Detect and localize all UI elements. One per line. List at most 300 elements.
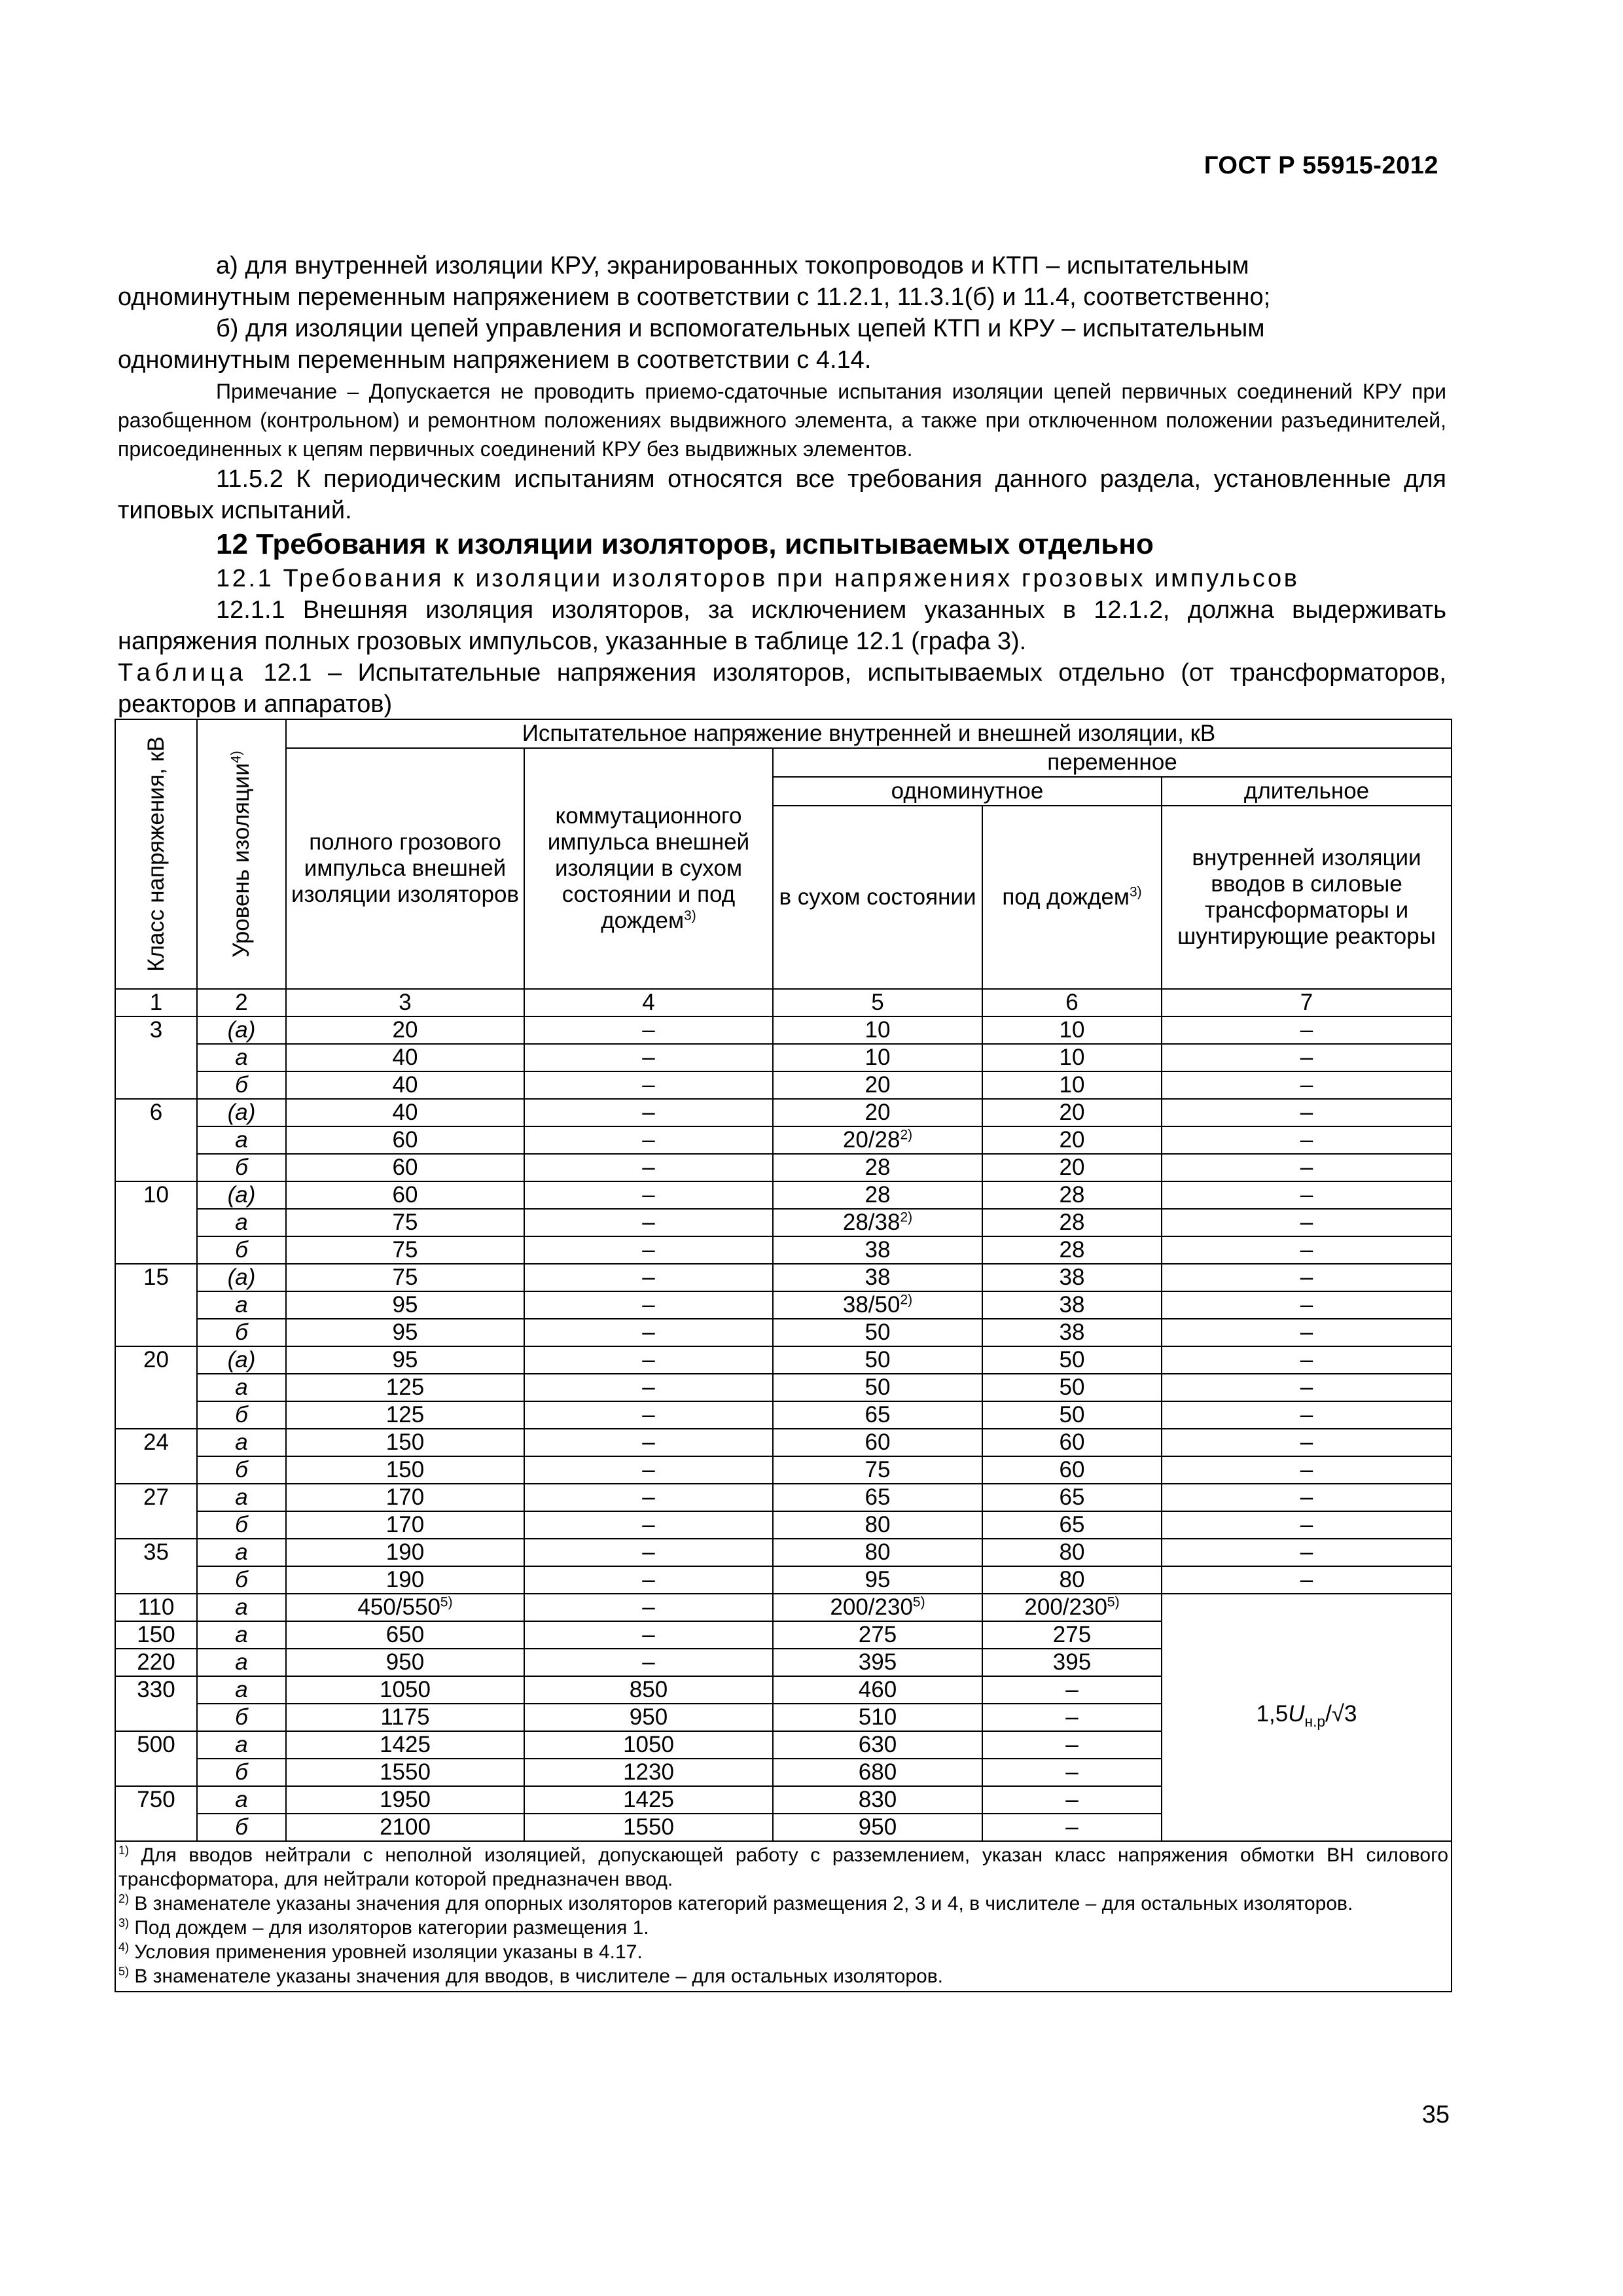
switching-impulse-cell (524, 1181, 773, 1209)
wet-cell (982, 1346, 1162, 1374)
lightning-impulse-cell-value: 75 (392, 1237, 418, 1263)
long-term-cell (1162, 1126, 1452, 1154)
table-row (115, 1484, 1452, 1511)
dry-cell-value: 65 (865, 1402, 891, 1427)
wet-cell (982, 1401, 1162, 1429)
lightning-impulse-cell (286, 1401, 524, 1429)
switching-impulse-cell (524, 1126, 773, 1154)
dry-cell-value: 680 (858, 1759, 897, 1785)
column-number-row (115, 989, 1452, 1016)
wet-cell (982, 1621, 1162, 1649)
insulation-level-cell (197, 1181, 286, 1209)
long-term-cell-value: – (1300, 1374, 1313, 1400)
dry-cell-value: 95 (865, 1567, 891, 1592)
long-term-cell (1162, 1401, 1452, 1429)
dry-cell-value: 65 (865, 1484, 891, 1510)
switching-impulse-cell-value: 1050 (623, 1732, 674, 1757)
insulation-level-cell-value: (а) (227, 1100, 256, 1125)
header-col6 (982, 806, 1162, 989)
footnote (118, 1892, 1448, 1916)
lightning-impulse-cell-value: 60 (392, 1155, 418, 1180)
long-term-cell (1162, 1429, 1452, 1456)
table-caption-label: Таблица (118, 659, 247, 687)
lightning-impulse-cell (286, 1786, 524, 1814)
long-term-cell (1162, 1264, 1452, 1291)
wet-cell (982, 1291, 1162, 1319)
wet-cell-value: 38 (1059, 1265, 1085, 1290)
dry-cell-value: 460 (858, 1677, 897, 1702)
lightning-impulse-cell-value: 1050 (380, 1677, 431, 1702)
merged-value-part: н.р (1304, 1712, 1326, 1730)
insulation-level-cell (197, 1566, 286, 1594)
insulation-level-cell-value: б (235, 1237, 248, 1263)
wet-cell-value: – (1065, 1732, 1079, 1757)
insulation-level-cell-value: а (235, 1045, 248, 1070)
table-row (115, 1016, 1452, 1044)
wet-cell (982, 1539, 1162, 1566)
dry-cell-value: 275 (858, 1622, 897, 1647)
table-row (115, 1374, 1452, 1401)
lightning-impulse-cell (286, 1594, 524, 1621)
lightning-impulse-cell (286, 1731, 524, 1759)
dry-cell-value: 75 (865, 1457, 891, 1482)
switching-impulse-cell (524, 1401, 773, 1429)
insulation-level-cell-value: (а) (227, 1347, 256, 1372)
footnote-mark: 1) (118, 1844, 130, 1857)
subsection-heading-12-1: 12.1 Требования к изоляции изоляторов при напряжениях грозовых импульсов (216, 565, 1300, 592)
switching-impulse-cell-value: 1425 (623, 1787, 674, 1812)
wet-cell-value: 20 (1059, 1127, 1085, 1153)
wet-cell-value: 60 (1059, 1457, 1085, 1482)
long-term-cell (1162, 1016, 1452, 1044)
footnote (118, 1940, 1448, 1964)
table-row (115, 1099, 1452, 1126)
item-a-line2: одноминутным переменным напряжением в соответствии с 11.2.1, 11.3.1(б) и 11.4, соответственно; (118, 283, 1271, 311)
paragraph-11-5-2: 11.5.2 К периодическим испытаниям относятся все требования данного раздела, установленные для типовых испытаний. (118, 465, 1446, 524)
lightning-impulse-cell-value: 40 (392, 1100, 418, 1125)
switching-impulse-cell (524, 1154, 773, 1181)
switching-impulse-cell-value: 1550 (623, 1814, 674, 1840)
insulation-level-cell-value: а (235, 1594, 248, 1620)
lightning-impulse-cell-value: 2100 (380, 1814, 431, 1840)
wet-cell (982, 1649, 1162, 1676)
long-term-cell-value: – (1300, 1429, 1313, 1455)
dry-cell (773, 1126, 982, 1154)
long-term-cell (1162, 1071, 1452, 1099)
header-col4 (524, 748, 773, 989)
insulation-level-cell-value: б (235, 1155, 248, 1180)
merged-value-part: /√3 (1325, 1700, 1357, 1727)
dry-cell (773, 1374, 982, 1401)
table-row (115, 1511, 1452, 1539)
footnote-ref-4: 4) (228, 751, 244, 763)
insulation-level-cell (197, 1704, 286, 1731)
long-term-cell (1162, 1319, 1452, 1346)
merged-value-part: 1,5 (1256, 1700, 1289, 1727)
header-test-voltage: Испытательное напряжение внутренней и внешней изоляции, кВ (286, 719, 1452, 748)
footnote-ref: 2) (900, 1210, 913, 1225)
long-term-cell-value: – (1300, 1567, 1313, 1592)
lightning-impulse-cell-value: 40 (392, 1072, 418, 1098)
wet-cell (982, 1071, 1162, 1099)
lightning-impulse-cell-value: 75 (392, 1210, 418, 1235)
insulation-level-cell (197, 1126, 286, 1154)
insulation-level-cell-value: а (235, 1732, 248, 1757)
lightning-impulse-cell-value: 40 (392, 1045, 418, 1070)
table-row (115, 1044, 1452, 1071)
switching-impulse-cell-value: 950 (629, 1704, 668, 1730)
lightning-impulse-cell-value: 95 (392, 1319, 418, 1345)
insulation-level-cell-value: а (235, 1649, 248, 1675)
wet-cell-value: – (1065, 1704, 1079, 1730)
lightning-impulse-cell (286, 1236, 524, 1264)
long-term-cell-value: – (1300, 1457, 1313, 1482)
switching-impulse-cell (524, 1511, 773, 1539)
switching-impulse-cell-value: – (642, 1512, 655, 1537)
wet-cell-value: 28 (1059, 1182, 1085, 1208)
switching-impulse-cell-value: – (642, 1182, 655, 1208)
insulation-level-cell (197, 1209, 286, 1236)
lightning-impulse-cell-value: 75 (392, 1265, 418, 1290)
wet-cell (982, 1319, 1162, 1346)
dry-cell-value: 60 (865, 1429, 891, 1455)
insulation-level-cell (197, 1456, 286, 1484)
table-row (115, 1291, 1452, 1319)
long-term-cell (1162, 1209, 1452, 1236)
table-row (115, 1539, 1452, 1566)
lightning-impulse-cell (286, 1456, 524, 1484)
wet-cell-value: – (1065, 1759, 1079, 1785)
insulation-level-cell (197, 1539, 286, 1566)
lightning-impulse-cell (286, 1566, 524, 1594)
long-term-cell-value: – (1300, 1292, 1313, 1318)
voltage-class-cell (115, 1346, 197, 1429)
switching-impulse-cell (524, 1071, 773, 1099)
insulation-level-cell (197, 1676, 286, 1704)
dry-cell-value: 50 (865, 1374, 891, 1400)
long-term-cell-value: – (1300, 1155, 1313, 1180)
lightning-impulse-cell-value: 1175 (380, 1704, 430, 1730)
long-term-cell (1162, 1539, 1452, 1566)
long-term-cell (1162, 1099, 1452, 1126)
dry-cell (773, 1759, 982, 1786)
wet-cell (982, 1676, 1162, 1704)
switching-impulse-cell-value: – (642, 1649, 655, 1675)
wet-cell-value: – (1065, 1677, 1079, 1702)
dry-cell-value: 28/38 (842, 1210, 901, 1235)
wet-cell-value: 200/230 (1024, 1594, 1107, 1620)
switching-impulse-cell-value: – (642, 1594, 655, 1620)
lightning-impulse-cell (286, 1071, 524, 1099)
insulation-level-cell-value: а (235, 1429, 248, 1455)
dry-cell (773, 1731, 982, 1759)
long-term-cell (1162, 1291, 1452, 1319)
voltage-class-cell (115, 1264, 197, 1346)
switching-impulse-cell (524, 1759, 773, 1786)
footnote-ref: 2) (900, 1127, 913, 1143)
dry-cell-value: 38 (865, 1265, 891, 1290)
header-voltage-class (115, 719, 197, 989)
lightning-impulse-cell-value: 170 (385, 1512, 425, 1537)
insulation-level-cell-value: б (235, 1402, 248, 1427)
wet-cell-value: 395 (1052, 1649, 1092, 1675)
wet-cell (982, 1374, 1162, 1401)
insulation-level-cell (197, 1786, 286, 1814)
switching-impulse-cell (524, 1621, 773, 1649)
voltage-class-cell (115, 1731, 197, 1786)
switching-impulse-cell-value: – (642, 1155, 655, 1180)
table-12-1 (115, 719, 1452, 1992)
table-row (115, 1319, 1452, 1346)
insulation-level-cell-value: а (235, 1292, 248, 1318)
switching-impulse-cell-value: – (642, 1402, 655, 1427)
wet-cell (982, 1099, 1162, 1126)
switching-impulse-cell-value: – (642, 1374, 655, 1400)
dry-cell (773, 1099, 982, 1126)
long-term-cell-value: – (1300, 1347, 1313, 1372)
wet-cell (982, 1016, 1162, 1044)
switching-impulse-cell (524, 1099, 773, 1126)
voltage-class-cell (115, 1594, 197, 1621)
wet-cell (982, 1126, 1162, 1154)
voltage-class-cell-value: 20 (143, 1347, 169, 1372)
switching-impulse-cell (524, 1236, 773, 1264)
wet-cell (982, 1814, 1162, 1841)
dry-cell (773, 1456, 982, 1484)
lightning-impulse-cell-value: 170 (385, 1484, 425, 1510)
voltage-class-cell (115, 1181, 197, 1264)
dry-cell (773, 1511, 982, 1539)
footnote-ref: 5) (912, 1594, 925, 1610)
dry-cell (773, 1401, 982, 1429)
lightning-impulse-cell (286, 1676, 524, 1704)
wet-cell (982, 1154, 1162, 1181)
dry-cell (773, 1181, 982, 1209)
voltage-class-cell-value: 150 (137, 1622, 175, 1647)
long-term-cell-value: – (1300, 1512, 1313, 1537)
switching-impulse-cell (524, 1731, 773, 1759)
wet-cell-value: 28 (1059, 1237, 1085, 1263)
lightning-impulse-cell (286, 1511, 524, 1539)
dry-cell-value: 510 (858, 1704, 897, 1730)
switching-impulse-cell (524, 1676, 773, 1704)
item-b-line1: б) для изоляции цепей управления и вспомогательных цепей КТП и КРУ – испытательным (216, 315, 1265, 342)
wet-cell (982, 1209, 1162, 1236)
lightning-impulse-cell (286, 1814, 524, 1841)
voltage-class-cell-value: 220 (137, 1649, 175, 1675)
wet-cell (982, 1511, 1162, 1539)
lightning-impulse-cell (286, 1154, 524, 1181)
long-term-cell (1162, 1566, 1452, 1594)
switching-impulse-cell (524, 1649, 773, 1676)
lightning-impulse-cell (286, 1374, 524, 1401)
wet-cell (982, 1456, 1162, 1484)
switching-impulse-cell-value: – (642, 1319, 655, 1345)
wet-cell-value: 80 (1059, 1567, 1085, 1592)
insulation-level-cell-value: а (235, 1539, 248, 1565)
lightning-impulse-cell-value: 95 (392, 1292, 418, 1318)
wet-cell-value: 10 (1059, 1017, 1085, 1043)
column-number: 7 (1162, 989, 1452, 1016)
voltage-class-cell (115, 1621, 197, 1649)
switching-impulse-cell-value: – (642, 1347, 655, 1372)
header-col6-label: под дождем (1002, 884, 1130, 910)
voltage-class-cell-value: 330 (137, 1677, 175, 1702)
header-voltage-class-text: Класс напряжения, кВ (143, 736, 169, 972)
wet-cell (982, 1786, 1162, 1814)
dry-cell (773, 1319, 982, 1346)
lightning-impulse-cell (286, 1291, 524, 1319)
insulation-level-cell (197, 1154, 286, 1181)
footnote-ref-3: 3) (1129, 884, 1142, 900)
dry-cell-value: 630 (858, 1732, 897, 1757)
wet-cell-value: 38 (1059, 1292, 1085, 1318)
lightning-impulse-cell (286, 1704, 524, 1731)
long-term-cell-value: – (1300, 1182, 1313, 1208)
lightning-impulse-cell (286, 1346, 524, 1374)
footnote (118, 1916, 1448, 1940)
lightning-impulse-cell-value: 125 (385, 1374, 425, 1400)
lightning-impulse-cell (286, 1319, 524, 1346)
switching-impulse-cell (524, 1209, 773, 1236)
wet-cell-value: 20 (1059, 1155, 1085, 1180)
table-row (115, 1071, 1452, 1099)
wet-cell-value: 50 (1059, 1402, 1085, 1427)
dry-cell (773, 1566, 982, 1594)
switching-impulse-cell-value: – (642, 1045, 655, 1070)
table-row (115, 1346, 1452, 1374)
insulation-level-cell-value: б (235, 1319, 248, 1345)
merged-long-term-value (1162, 1594, 1452, 1841)
wet-cell (982, 1594, 1162, 1621)
lightning-impulse-cell-value: 150 (385, 1429, 425, 1455)
table-row (115, 1594, 1452, 1621)
body-text (118, 250, 1446, 720)
switching-impulse-cell-value: – (642, 1265, 655, 1290)
insulation-level-cell (197, 1759, 286, 1786)
lightning-impulse-cell-value: 1425 (380, 1732, 431, 1757)
footnote-text: Под дождем – для изоляторов категории размещения 1. (134, 1917, 649, 1939)
switching-impulse-cell (524, 1374, 773, 1401)
table-caption-text: 12.1 – Испытательные напряжения изоляторов, испытываемых отдельно (от трансформаторов, реакторов и аппаратов) (118, 659, 1446, 718)
lightning-impulse-cell (286, 1759, 524, 1786)
insulation-level-cell (197, 1511, 286, 1539)
wet-cell (982, 1484, 1162, 1511)
lightning-impulse-cell (286, 1621, 524, 1649)
dry-cell (773, 1291, 982, 1319)
table-row (115, 1264, 1452, 1291)
long-term-cell (1162, 1181, 1452, 1209)
insulation-level-cell (197, 1649, 286, 1676)
wet-cell (982, 1236, 1162, 1264)
dry-cell-value: 20 (865, 1072, 891, 1098)
paragraph-12-1-1: 12.1.1 Внешняя изоляция изоляторов, за исключением указанных в 12.1.2, должна выдерживать напряжения полных грозовых импульсов, указанные в таблице 12.1 (графа 3). (118, 596, 1446, 655)
dry-cell-value: 10 (865, 1017, 891, 1043)
wet-cell (982, 1181, 1162, 1209)
lightning-impulse-cell-value: 650 (385, 1622, 425, 1647)
dry-cell (773, 1621, 982, 1649)
dry-cell (773, 1264, 982, 1291)
long-term-cell (1162, 1456, 1452, 1484)
table-row (115, 1566, 1452, 1594)
switching-impulse-cell (524, 1264, 773, 1291)
lightning-impulse-cell-value: 95 (392, 1347, 418, 1372)
voltage-class-cell-value: 3 (149, 1017, 163, 1043)
column-number: 6 (982, 989, 1162, 1016)
header-col4-label: коммутационного импульса внешней изоляции в сухом состоянии и под дождем (547, 803, 750, 933)
dry-cell-value: 50 (865, 1347, 891, 1372)
footnote-text: В знаменателе указаны значения для вводов, в числителе – для остальных изоляторов. (134, 1965, 943, 1987)
switching-impulse-cell (524, 1016, 773, 1044)
long-term-cell-value: – (1300, 1402, 1313, 1427)
insulation-level-cell (197, 1731, 286, 1759)
column-number: 5 (773, 989, 982, 1016)
wet-cell-value: 275 (1052, 1622, 1092, 1647)
voltage-class-cell-value: 27 (143, 1484, 169, 1510)
switching-impulse-cell-value: 850 (629, 1677, 668, 1702)
long-term-cell (1162, 1346, 1452, 1374)
wet-cell-value: 10 (1059, 1072, 1085, 1098)
wet-cell (982, 1759, 1162, 1786)
page-number: 35 (1421, 2101, 1450, 2128)
dry-cell (773, 1786, 982, 1814)
long-term-cell-value: – (1300, 1539, 1313, 1565)
insulation-level-cell-value: а (235, 1787, 248, 1812)
footnote-mark: 4) (118, 1941, 130, 1954)
lightning-impulse-cell-value: 950 (385, 1649, 425, 1675)
insulation-level-cell-value: б (235, 1814, 248, 1840)
voltage-class-cell-value: 35 (143, 1539, 169, 1565)
long-term-cell-value: – (1300, 1210, 1313, 1235)
long-term-cell-value: – (1300, 1127, 1313, 1153)
column-number: 2 (197, 989, 286, 1016)
dry-cell (773, 1429, 982, 1456)
switching-impulse-cell (524, 1484, 773, 1511)
insulation-level-cell-value: а (235, 1677, 248, 1702)
document-code: ГОСТ Р 55915-2012 (1204, 152, 1438, 179)
dry-cell (773, 1154, 982, 1181)
wet-cell-value: – (1065, 1787, 1079, 1812)
voltage-class-cell-value: 6 (149, 1100, 163, 1125)
long-term-cell-value: – (1300, 1319, 1313, 1345)
switching-impulse-cell (524, 1566, 773, 1594)
table-row (115, 1126, 1452, 1154)
wet-cell-value: 10 (1059, 1045, 1085, 1070)
switching-impulse-cell (524, 1539, 773, 1566)
long-term-cell-value: – (1300, 1072, 1313, 1098)
header-one-minute: одноминутное (773, 777, 1162, 806)
insulation-level-cell (197, 1429, 286, 1456)
long-term-cell (1162, 1374, 1452, 1401)
dry-cell (773, 1236, 982, 1264)
dry-cell-value: 80 (865, 1512, 891, 1537)
table-caption (118, 657, 1446, 720)
switching-impulse-cell (524, 1786, 773, 1814)
insulation-level-cell (197, 1346, 286, 1374)
dry-cell-value: 80 (865, 1539, 891, 1565)
lightning-impulse-cell-value: 190 (385, 1567, 425, 1592)
lightning-impulse-cell-value: 60 (392, 1182, 418, 1208)
wet-cell-value: 60 (1059, 1429, 1085, 1455)
lightning-impulse-cell (286, 1429, 524, 1456)
footnote-text: Для вводов нейтрали с неполной изоляцией, допускающей работу с разземлением, указан класс напряжения обмотки ВН силового трансформатора, для нейтрали которой предназначен ввод. (118, 1844, 1449, 1890)
voltage-class-cell-value: 15 (143, 1265, 169, 1290)
insulation-level-cell-value: а (235, 1210, 248, 1235)
wet-cell (982, 1044, 1162, 1071)
voltage-class-cell (115, 1099, 197, 1181)
footnote-mark: 3) (118, 1916, 130, 1929)
column-number: 1 (115, 989, 197, 1016)
